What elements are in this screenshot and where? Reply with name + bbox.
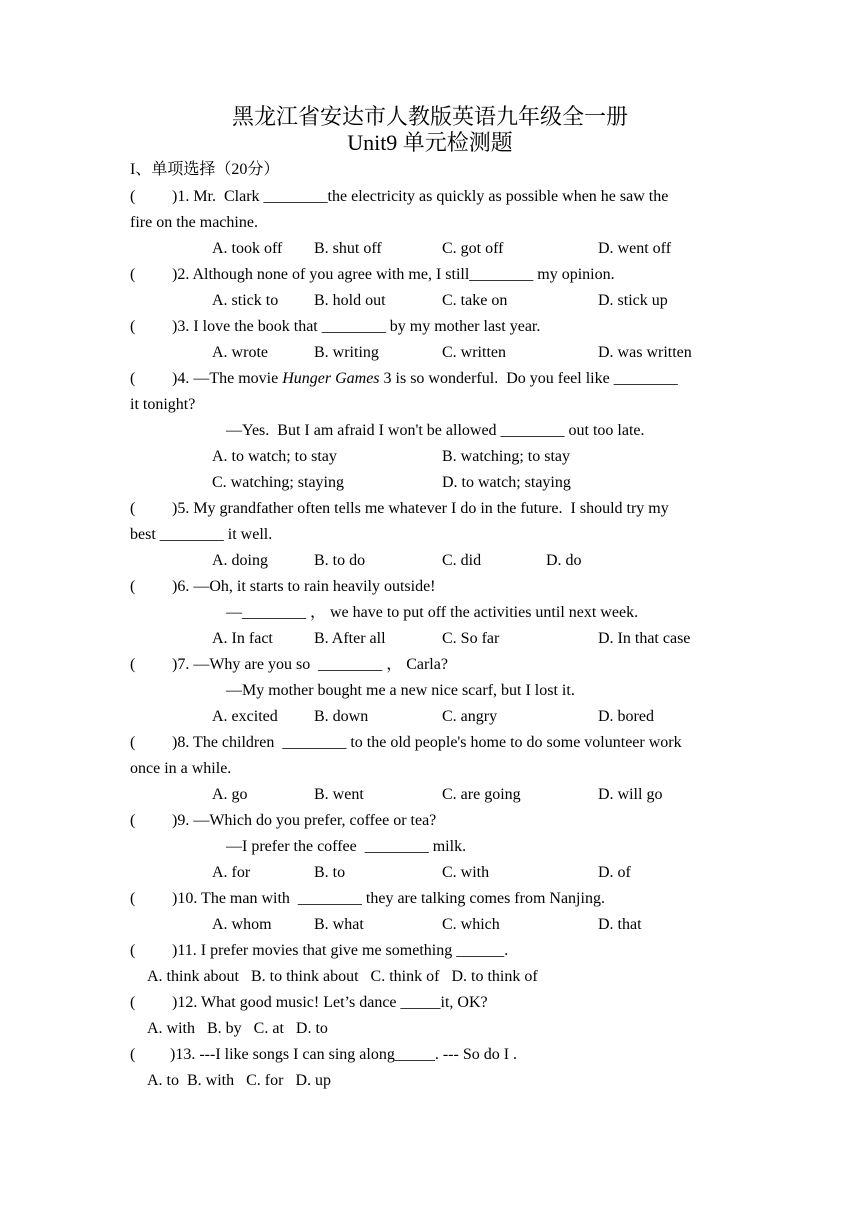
options-row bbox=[130, 860, 631, 886]
question-continuation: best ________ it well. bbox=[130, 526, 273, 543]
option-c: C. watching; staying bbox=[212, 474, 344, 491]
question-text: )1. Mr. Clark ________the electricity as quickly as possible when he saw the bbox=[172, 188, 669, 205]
answer-bracket: ( bbox=[130, 188, 136, 205]
option-d: D. do bbox=[546, 552, 582, 569]
option-d: D. will go bbox=[598, 786, 663, 803]
question-9 bbox=[130, 808, 436, 834]
options-row bbox=[130, 626, 691, 652]
options-row bbox=[130, 548, 582, 574]
option-b: B. watching; to stay bbox=[442, 448, 570, 465]
dialogue-reply: —I prefer the coffee ________ milk. bbox=[226, 838, 467, 855]
question-text: )2. Although none of you agree with me, I still________ my opinion. bbox=[172, 266, 615, 283]
options-row bbox=[130, 704, 654, 730]
option-c: C. which bbox=[442, 916, 500, 933]
question-5 bbox=[130, 496, 669, 522]
question-text: )13. ---I like songs I can sing along_____. --- So do I . bbox=[170, 1046, 518, 1063]
option-a: A. doing bbox=[212, 552, 268, 569]
question-text: )6. —Oh, it starts to rain heavily outside! bbox=[172, 578, 436, 595]
answer-bracket: ( bbox=[130, 500, 136, 517]
option-a: A. wrote bbox=[212, 344, 268, 361]
answer-bracket: ( bbox=[130, 994, 136, 1011]
option-b: B. to do bbox=[314, 552, 366, 569]
option-c: C. take on bbox=[442, 292, 508, 309]
options-row bbox=[130, 470, 571, 496]
option-d: D. In that case bbox=[598, 630, 691, 647]
answer-bracket: ( bbox=[130, 890, 136, 907]
options-row bbox=[130, 288, 668, 314]
options-line: A. with B. by C. at D. to bbox=[147, 1020, 328, 1037]
option-c: C. So far bbox=[442, 630, 500, 647]
option-d: D. bored bbox=[598, 708, 654, 725]
question-text: )11. I prefer movies that give me something ______. bbox=[172, 942, 509, 959]
dialogue-reply: —My mother bought me a new nice scarf, but I lost it. bbox=[226, 682, 575, 699]
answer-bracket: ( bbox=[130, 812, 136, 829]
answer-bracket: ( bbox=[130, 942, 136, 959]
option-b: B. shut off bbox=[314, 240, 382, 257]
options-line: A. think about B. to think about C. think of D. to think of bbox=[147, 968, 538, 985]
option-c: C. did bbox=[442, 552, 482, 569]
options-row bbox=[130, 236, 672, 262]
question-continuation: it tonight? bbox=[130, 396, 196, 413]
option-d: D. went off bbox=[598, 240, 672, 257]
question-text: )4. —The movie bbox=[172, 370, 283, 387]
answer-bracket: ( bbox=[130, 656, 136, 673]
question-3 bbox=[130, 314, 540, 340]
question-text: )3. I love the book that ________ by my mother last year. bbox=[172, 318, 541, 335]
option-a: A. go bbox=[212, 786, 248, 803]
question-1 bbox=[130, 184, 668, 210]
option-b: B. what bbox=[314, 916, 364, 933]
option-d: D. that bbox=[598, 916, 642, 933]
option-a: A. In fact bbox=[212, 630, 273, 647]
options-row bbox=[130, 444, 570, 470]
option-c: C. written bbox=[442, 344, 506, 361]
option-d: D. was written bbox=[598, 344, 692, 361]
option-b: B. went bbox=[314, 786, 364, 803]
answer-bracket: ( bbox=[130, 578, 136, 595]
question-10 bbox=[130, 886, 605, 912]
question-11 bbox=[130, 938, 508, 964]
answer-bracket: ( bbox=[130, 370, 136, 387]
option-c: C. with bbox=[442, 864, 490, 881]
question-text: )8. The children ________ to the old people's home to do some volunteer work bbox=[172, 734, 682, 751]
dialogue-reply: —________ ， we have to put off the activities until next week. bbox=[226, 604, 639, 621]
option-c: C. got off bbox=[442, 240, 504, 257]
question-text: 3 is so wonderful. Do you feel like ________ bbox=[379, 370, 678, 387]
question-text: )9. —Which do you prefer, coffee or tea? bbox=[172, 812, 437, 829]
question-6 bbox=[130, 574, 436, 600]
question-13 bbox=[130, 1042, 517, 1068]
question-8 bbox=[130, 730, 682, 756]
question-12 bbox=[130, 990, 488, 1016]
option-b: B. down bbox=[314, 708, 369, 725]
option-a: A. for bbox=[212, 864, 251, 881]
question-continuation: once in a while. bbox=[130, 760, 232, 777]
option-a: A. took off bbox=[212, 240, 283, 257]
question-text: )7. —Why are you so ________ ， Carla? bbox=[172, 656, 448, 673]
option-d: D. to watch; staying bbox=[442, 474, 571, 491]
answer-bracket: ( bbox=[130, 1046, 136, 1063]
question-2 bbox=[130, 262, 615, 288]
question-7 bbox=[130, 652, 448, 678]
dialogue-reply: —Yes. But I am afraid I won't be allowed ________ out too late. bbox=[226, 422, 645, 439]
question-continuation: fire on the machine. bbox=[130, 214, 258, 231]
option-a: A. excited bbox=[212, 708, 278, 725]
options-row bbox=[130, 340, 692, 366]
section-heading: I、单项选择（20分） bbox=[130, 161, 280, 178]
document-title: 黑龙江省安达市人教版英语九年级全一册 bbox=[231, 104, 628, 129]
options-row bbox=[130, 782, 663, 808]
option-d: D. stick up bbox=[598, 292, 668, 309]
option-b: B. hold out bbox=[314, 292, 386, 309]
option-c: C. are going bbox=[442, 786, 521, 803]
option-a: A. whom bbox=[212, 916, 272, 933]
option-d: D. of bbox=[598, 864, 631, 881]
option-b: B. After all bbox=[314, 630, 386, 647]
answer-bracket: ( bbox=[130, 266, 136, 283]
question-text: )10. The man with ________ they are talking comes from Nanjing. bbox=[172, 890, 605, 907]
answer-bracket: ( bbox=[130, 318, 136, 335]
option-c: C. angry bbox=[442, 708, 498, 725]
answer-bracket: ( bbox=[130, 734, 136, 751]
question-text: )5. My grandfather often tells me whatever I do in the future. I should try my bbox=[172, 500, 669, 517]
question-text: )12. What good music! Let’s dance _____it, OK? bbox=[172, 994, 488, 1011]
options-row bbox=[130, 912, 642, 938]
options-line: A. to B. with C. for D. up bbox=[147, 1072, 331, 1089]
option-a: A. stick to bbox=[212, 292, 279, 309]
question-4 bbox=[130, 366, 678, 392]
document-subtitle: Unit9 单元检测题 bbox=[347, 130, 513, 155]
option-a: A. to watch; to stay bbox=[212, 448, 337, 465]
option-b: B. to bbox=[314, 864, 346, 881]
movie-title: Hunger Games bbox=[282, 370, 380, 387]
option-b: B. writing bbox=[314, 344, 379, 361]
